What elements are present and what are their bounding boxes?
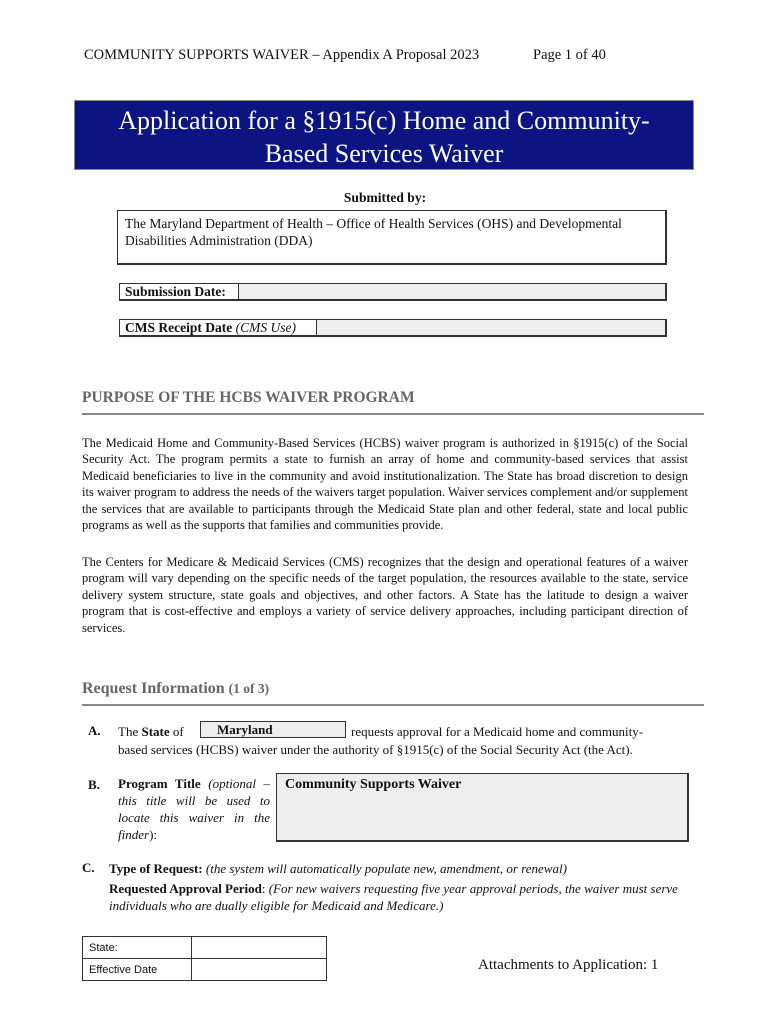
running-header: COMMUNITY SUPPORTS WAIVER – Appendix A Proposal 2023 [84,47,480,63]
item-b-label: Program Title (optional – this title will be used to locate this waiver in the finder): [118,776,271,842]
item-a-text-2: based services (HCBS) waiver under the authority of §1915(c) of the Social Security Act (the Act). [118,742,633,757]
requested-approval-period: Requested Approval Period: (For new waivers requesting five year approval periods, the waiver must serve individuals who are dually eligible for Medicaid and Medicare.) [109,881,678,913]
type-of-request: Type of Request: (the system will automatically populate new, amendment, or renewal) [109,861,567,876]
document-title [74,100,694,170]
effective-date-label: Effective Date [83,959,192,981]
attachments-count: Attachments to Application: 1 [478,957,659,973]
purpose-paragraph-1: The Medicaid Home and Community-Based Services (HCBS) waiver program is authorized in §1915(c) of the Social Security Act. The program permits a state to furnish an array of home and community-based services that assist Medicaid beneficiaries to live in the community and avoid institutionalization. The State has broad discretion to design its waiver program to address the needs of the waivers target population. Waiver services complement and/or supplement the services that are available to participants through the Medicaid State plan and other federal, state and local public programs as well as the supports that families and communities provide. [82,436,688,533]
request-heading: Request Information (1 of 3) [82,680,270,697]
state-cell-value[interactable] [192,937,327,959]
item-c-letter: C. [82,860,95,875]
state-effective-table [82,936,327,981]
title-line-2: Based Services Waiver [264,139,504,168]
page-number: Page 1 of 40 [533,47,606,63]
request-divider [82,704,704,706]
program-title-field[interactable]: Community Supports Waiver [276,773,689,842]
item-a-letter: A. [88,723,101,738]
title-line-1: Application for a §1915(c) Home and Community- [118,106,650,135]
purpose-heading: PURPOSE OF THE HCBS WAIVER PROGRAM [82,389,415,406]
item-a-text-1: requests approval for a Medicaid home and community- [351,724,644,739]
item-a-lead: The State of [118,724,184,739]
cms-use-note: (CMS Use) [235,320,296,335]
state-field[interactable]: Maryland [200,721,346,738]
purpose-paragraph-2: The Centers for Medicare & Medicaid Services (CMS) recognizes that the design and operational features of a waiver program will vary depending on the specific needs of the target population, the resources available to the state, service delivery system structure, state goals and objectives, and other factors. A State has the latitude to design a waiver program that is cost-effective and employs a variety of service delivery approaches, including participant direction of services. [82,555,688,635]
item-b-letter: B. [88,777,100,792]
cms-receipt-label: CMS Receipt Date (CMS Use) [120,320,317,335]
submitted-by-label: Submitted by: [343,190,427,205]
submission-date-field[interactable] [239,284,665,299]
effective-date-value[interactable] [192,959,327,981]
submitted-by-field[interactable]: The Maryland Department of Health – Office of Health Services (OHS) and Developmental Disabilities Administration (DDA) [117,210,667,265]
submission-date-row [119,283,667,301]
state-cell-label: State: [83,937,192,959]
table-row [83,937,327,959]
program-title-note: (optional – this title will be used to locate this waiver in the finder [118,776,271,842]
submission-date-label: Submission Date: [120,284,239,299]
cms-receipt-field[interactable] [317,320,665,335]
purpose-divider [82,413,704,415]
cms-receipt-row [119,319,667,337]
request-count: (1 of 3) [228,681,270,696]
table-row [83,959,327,981]
